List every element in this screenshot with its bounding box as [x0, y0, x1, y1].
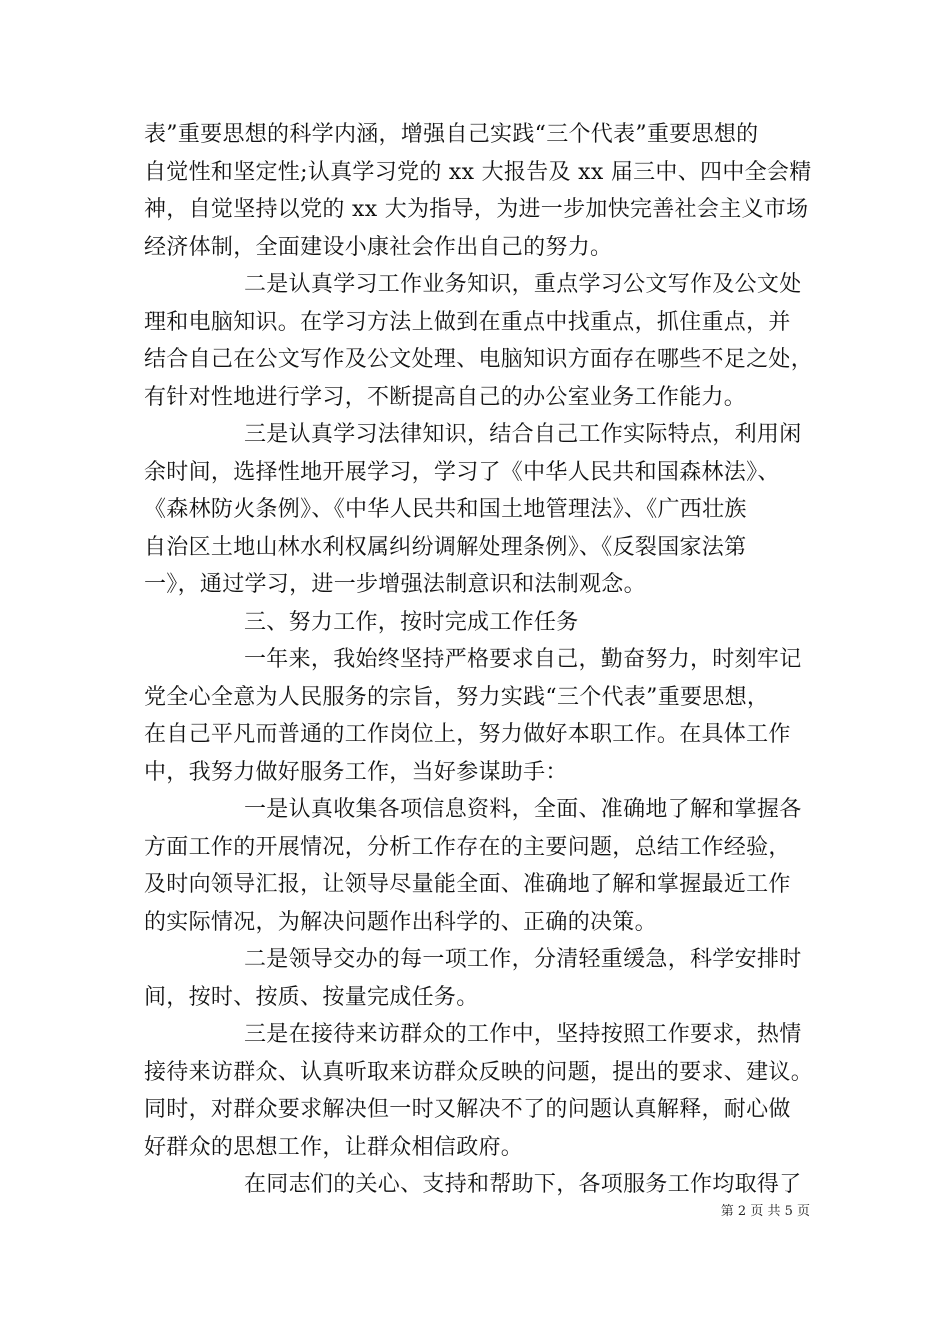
text-line: 三是在接待来访群众的工作中，坚持按照工作要求，热情 [244, 1022, 802, 1047]
text-line: 自治区土地山林水利权属纠纷调解处理条例》、《反裂国家法第 [144, 534, 747, 560]
text-line: 理和电脑知识。在学习方法上做到在重点中找重点，抓住重点，并 [144, 309, 791, 335]
text-line: 一是认真收集各项信息资料，全面、准确地了解和掌握各 [244, 797, 802, 822]
text-line: 在同志们的关心、支持和帮助下，各项服务工作均取得了 [244, 1172, 802, 1197]
text-line: 神，自觉坚持以党的 xx 大为指导，为进一步加快完善社会主义市场 [144, 197, 809, 222]
text-line: 同时，对群众要求解决但一时又解决不了的问题认真解释，耐心做 [144, 1097, 791, 1122]
text-line: 方面工作的开展情况，分析工作存在的主要问题，总结工作经验， [144, 834, 791, 860]
text-line: 余时间，选择性地开展学习，学习了《中华人民共和国森林法》、 [144, 459, 780, 485]
text-line: 的实际情况，为解决问题作出科学的、正确的决策。 [144, 909, 657, 935]
text-line: 一》，通过学习，进一步增强法制意识和法制观念。 [144, 572, 646, 597]
text-line: 中，我努力做好服务工作，当好参谋助手： [144, 759, 568, 785]
text-line: 二是领导交办的每一项工作，分清轻重缓急，科学安排时 [244, 947, 802, 972]
text-line: 接待来访群众、认真听取来访群众反映的问题，提出的要求、建议。 [144, 1059, 814, 1085]
text-line: 二是认真学习工作业务知识，重点学习公文写作及公文处 [244, 272, 802, 297]
text-line: 党全心全意为人民服务的宗旨，努力实践“三个代表”重要思想， [144, 684, 770, 710]
page-number-footer: 第 2 页 共 5 页 [720, 1204, 810, 1219]
text-line: 结合自己在公文写作及公文处理、电脑知识方面存在哪些不足之处， [144, 347, 814, 372]
text-line: 在自己平凡而普通的工作岗位上，努力做好本职工作。在具体工作 [144, 722, 791, 747]
document-body [144, 116, 814, 1204]
text-line: 及时向领导汇报，让领导尽量能全面、准确地了解和掌握最近工作 [144, 872, 791, 897]
text-line: 自觉性和坚定性;认真学习党的 xx 大报告及 xx 届三中、四中全会精 [144, 159, 812, 185]
text-line: 三、努力工作，按时完成工作任务 [244, 609, 579, 635]
text-line: 经济体制，全面建设小康社会作出自己的努力。 [144, 234, 613, 260]
text-line: 表”重要思想的科学内涵，增强自己实践“三个代表”重要思想的 [144, 122, 759, 147]
text-line: 有针对性地进行学习，不断提高自己的办公室业务工作能力。 [144, 384, 747, 410]
text-line: 《森林防火条例》、《中华人民共和国土地管理法》、《广西壮族 [144, 497, 747, 522]
text-line: 一年来，我始终坚持严格要求自己，勤奋努力，时刻牢记 [244, 647, 802, 672]
text-line: 好群众的思想工作，让群众相信政府。 [144, 1134, 524, 1160]
text-line: 三是认真学习法律知识，结合自己工作实际特点，利用闲 [244, 422, 802, 447]
text-line: 间，按时、按质、按量完成任务。 [144, 984, 479, 1010]
